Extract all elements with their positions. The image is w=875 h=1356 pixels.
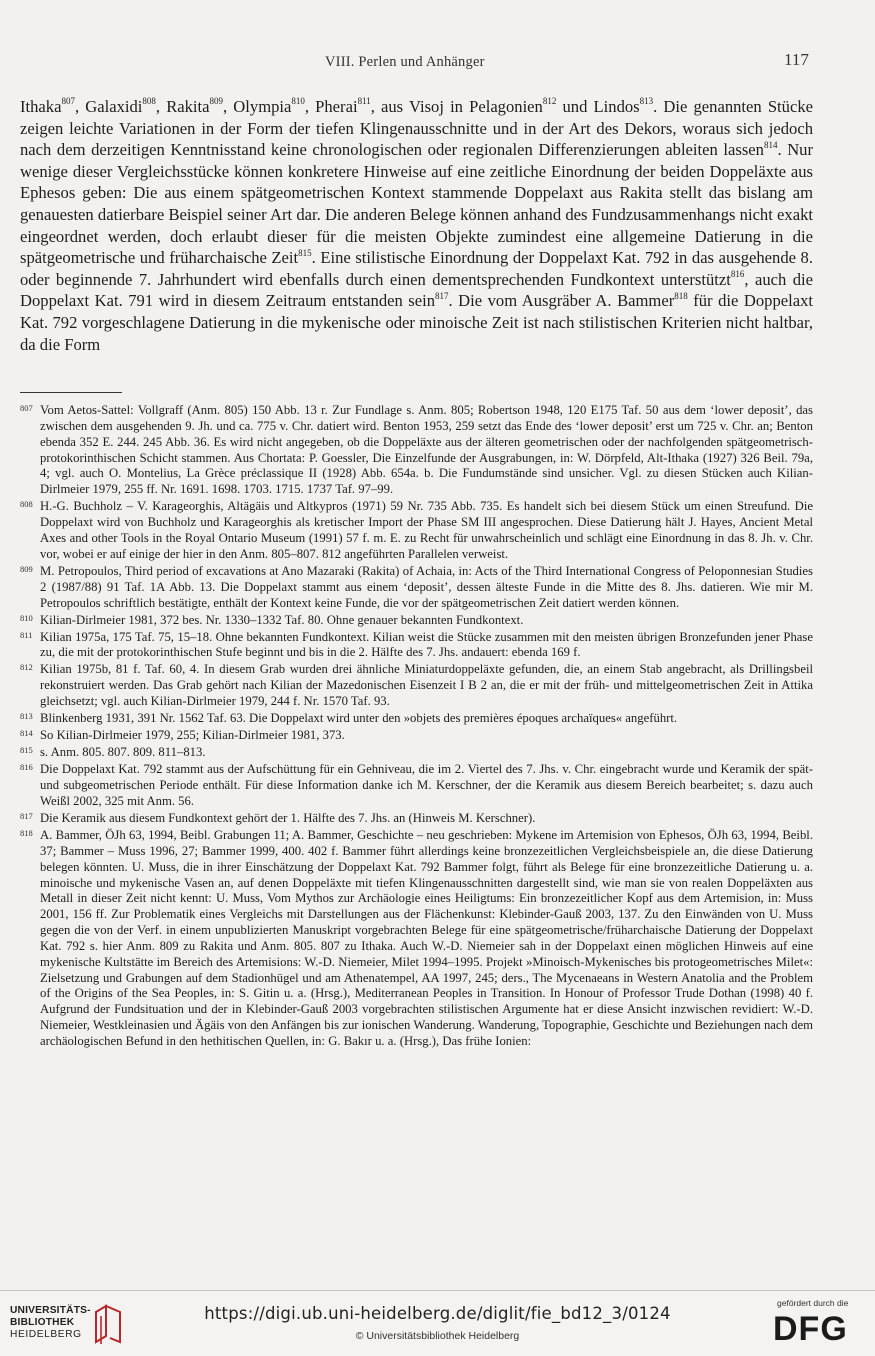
page-header [0,50,875,74]
footnote-number: 812 [20,662,33,673]
page-number: 117 [784,50,809,69]
permalink-url[interactable]: https://digi.ub.uni-heidelberg.de/diglit/fie_bd12_3/0124 [204,1304,671,1323]
footnote-817 [20,811,813,827]
dfg-logo[interactable] [765,1298,865,1348]
footnote-text: Kilian-Dirlmeier 1981, 372 bes. Nr. 1330–1332 Taf. 80. Ohne genauer bekannten Fundkontext. [40,612,524,627]
svg-text:DFG: DFG [773,1310,848,1344]
footnote-text: Vom Aetos-Sattel: Vollgraff (Anm. 805) 150 Abb. 13 r. Zur Fundlage s. Anm. 805; Robertson 1948, 120 E175 Taf. 50 aus dem ‘lower deposit’, das zwischen dem ausgehenden 9. Jh. und ca. 775 v. Chr. datiert wird. Benton 1953, 259 setzt das Ende des ‘lower deposit’ erst um 725 v. Chr. an; Benton ebenda 352 E. 244. 245 Abb. 36. Es wird nicht angegeben, ob die Doppeläxte aus der älteren geometrischen oder der nachfolgenden spätgeometrisch-protokorinthischen Schicht stammen. Aus Chortata: P. Goessler, Die Einzelfunde der Ausgrabungen, in: W. Dörpfeld, Alt-Ithaka (1927) 326 Beil. 79a, 4; vgl. auch O. Montelius, La Grèce préclassique II (1928) Abb. 654a. b. Die Fundumstände sind unsicher. Vgl. zu diesen Stücken auch Kilian-Dirlmeier 1979, 255 ff. Nr. 1691. 1698. 1703. 1715. 1737 Taf. 97–99. [40,403,813,497]
footnote-number: 815 [20,745,33,756]
footnote-812 [20,662,813,710]
footnote-text: Kilian 1975b, 81 f. Taf. 60, 4. In diesem Grab wurden drei ähnliche Miniaturdoppeläxte gefunden, die, an einem Stab angebracht, als Drillingsbeil rekonstruiert werden. Das Grab gehört nach Kilian der Mazedonischen Eisenzeit I B 2 an, die er mit der früh- und mittelgeometrischen Zeit in Attika gleichsetzt; vgl. auch Kilian-Dirlmeier 1979, 244 f. Nr. 1570 Taf. 93. [40,662,813,709]
footnote-814 [20,728,813,744]
footnote-number: 816 [20,762,33,773]
dfg-wordmark-icon [771,1310,861,1344]
footnote-text: A. Bammer, ÖJh 63, 1994, Beibl. Grabungen 11; A. Bammer, Geschichte – neu geschrieben: Mykene im Artemision von Ephesos, ÖJh 63, 1994, Beibl. 37; Bammer – Muss 1996, 27; Bammer 1999, 400. 402 f. Bammer führt allerdings keine bronzezeitlichen Vergleichsbeispiele an, die diese Datierung belegen könnten. U. Muss, die in ihrer Einschätzung der Doppelaxt Kat. 792 Bammer folgt, führt als Belege für eine bronzezeitliche Datierung u. a. minoische und mykenische Vasen an, auf denen Doppeläxte mit tiefen Klingenausschnitten dargestellt sind, wie man sie von realen Doppeläxten aus Metall in dieser Zeit nicht kennt: U. Muss, Vom Mythos zur Archäologie eines Heiligtums: Ein bronzezeitlicher Kopf aus dem Artemision, in: Muss 2001, 156 ff. Zur Problematik eines Vergleichs mit Darstellungen aus der Flächenkunst: Klebinder-Gauß 2003, 137. Zu den Einwänden von U. Muss gegen die von der Verf. in einem unpublizierten Manuskript vorgebrachten Belege für eine spätgeometrische/früharchaische Datierung der Doppelaxt Kat. 792 s. hier Anm. 809 zu Rakita und Anm. 805. 807 zu Ithaka. Auch W.-D. Niemeier sah in der Doppelaxt einen möglichen Hinweis auf eine mykenische Kultstätte im Bereich des Artemisions: W.-D. Niemeier, Milet 1994–1995. Projekt »Minoisch-Mykenisches bis protogeometrisches Milet«: Zielsetzung und Grabungen auf dem Stadionhügel und am Athenatempel, AA 1997, 245; ders., The Mycenaeans in Western Anatolia and the Problem of the Origins of the Sea Peoples, in: S. Gitin u. a. (Hrsg.), Mediterranean Peoples in Transition. In Honour of Professor Trude Dothan (1998) 40 f. Aufgrund der Fundsituation und der in Klebinder-Gauß 2003 vorgebrachten stilistischen Argumente hat er diese Ansicht inzwischen revidiert: W.-D. Niemeier, Westkleinasien und Ägäis von den Anfängen bis zur ionischen Wanderung. Wanderung, Topographie, Geschichte und Beziehungen nach dem archäologischen Befund in den hethitischen Quellen, in: G. Bakır u. a. (Hrsg.), Das frühe Ionien: [40,828,813,1048]
footnote-811 [20,630,813,662]
footnote-text: Kilian 1975a, 175 Taf. 75, 15–18. Ohne bekannten Fundkontext. Kilian weist die Stücke zusammen mit den meisten übrigen Bronzefunden jener Phase zu, die mit der protokorinthischen Stufe beginnt und bis in die 2. Hälfte des 7. Jhs. andauert: ebenda 169 f. [40,629,813,660]
main-paragraph: Ithaka$^{807}$, Galaxidi$^{808}$, Rakita$^{809}$, Olympia$^{810}$, Pherai$^{811}$, aus Visoj in Pelagonien$^{812}$ und Lindos$^{813}$. Die genannten Stücke zeigen leichte Variationen in der Form der tiefen Klingenausschnitte und in der Art des Dekors, woraus sich jedoch nach dem derzeitigen Kenntnisstand keine chronologischen oder regionalen Differenzierungen ableiten lassen$^{814}$. Nur wenige dieser Vergleichsstücke können konkretere Hinweise auf eine zeitliche Einordnung der beiden Doppeläxte aus Ephesos geben: Die aus einem spätgeometrischen Kontext stammende Doppelaxt aus Rakita stellt das bislang am genauesten datierbare Beispiel seiner Art dar. Die anderen Belege können anhand des Fundzusammenhangs nicht exakt eingeordnet werden, doch erlaubt dieser für die meisten Objekte zumindest eine allgemeine Datierung in die spätgeometrische und früharchaische Zeit$^{815}$. Eine stilistische Einordnung der Doppelaxt Kat. 792 in das ausgehende 8. oder beginnende 7. Jahrhundert wird ebenfalls durch einen dementsprechenden Fundkontext unterstützt$^{816}$, auch die Doppelaxt Kat. 791 wird in diesem Zeitraum entstanden sein$^{817}$. Die vom Ausgräber A. Bammer$^{818}$ für die Doppelaxt Kat. 792 vorgeschlagene Datierung in die mykenische oder minoische Zeit ist nach stilistischen Kriterien nicht haltbar, da die Form [20,96,813,354]
footnote-number: 809 [20,563,33,574]
footnote-809 [20,564,813,612]
footnote-818 [20,828,813,1050]
copyright-notice: © Universitätsbibliothek Heidelberg [355,1330,520,1342]
footnote-813 [20,711,813,727]
footnote-text: s. Anm. 805. 807. 809. 811–813. [40,745,206,760]
footnote-text: Die Keramik aus diesem Fundkontext gehört der 1. Hälfte des 7. Jhs. an (Hinweis M. Kerschner). [40,810,536,825]
footnote-number: 814 [20,728,33,739]
running-head: VIII. Perlen und Anhänger [325,54,485,70]
footnote-text: H.-G. Buchholz – V. Karageorghis, Altägäis und Altkypros (1971) 59 Nr. 735 Abb. 735. Es handelt sich bei diesem Stück um einen Streufund. Die Doppelaxt wird von Buchholz und Karageorghis als kretischer Import der Phase SM III angesprochen. Diese Datierung hält J. Hayes, Ancient Metal Axes and other Tools in the Royal Ontario Museum (1991) 57 f. m. E. zu Recht für unwahrscheinlich und schlägt eine Einordnung in das 8. Jh. v. Chr. vor, wobei er auf einige der hier in den Anm. 805–807. 812 angeführten Parallelen verweist. [40,499,813,561]
funding-caption: gefördert durch die [777,1298,849,1308]
footer-divider [0,1290,875,1291]
footnote-number: 813 [20,711,33,722]
footer-bar [0,1290,875,1356]
footnotes [20,403,813,1051]
footnote-815 [20,745,813,761]
footnote-number: 810 [20,612,33,623]
footnote-808 [20,499,813,562]
footnote-816 [20,762,813,810]
footnote-number: 808 [20,499,33,510]
footnote-number: 811 [20,629,33,640]
library-name: UNIVERSITÄTS- BIBLIOTHEK HEIDELBERG [10,1305,91,1340]
footnote-text: So Kilian-Dirlmeier 1979, 255; Kilian-Dirlmeier 1981, 373. [40,728,345,743]
footnote-number: 817 [20,810,33,821]
footnote-text: Die Doppelaxt Kat. 792 stammt aus der Aufschüttung für ein Gehniveau, die im 2. Viertel des 7. Jhs. v. Chr. eingebracht wurde und Keramik der spät- und subgeometrischen Periode enthält. Für diese Information danke ich M. Kerschner, der die Keramik aus diesem Bereich bearbeitet; s. dazu auch Weißl 2002, 325 mit Anm. 56. [40,762,813,808]
footnote-divider [20,392,122,393]
footnote-text: Blinkenberg 1931, 391 Nr. 1562 Taf. 63. Die Doppelaxt wird unter den »objets des premières époques archaïques« angeführt. [40,711,678,726]
footnote-810 [20,613,813,629]
footnote-number: 807 [20,403,33,413]
footnote-807 [20,403,813,498]
footnote-text: M. Petropoulos, Third period of excavations at Ano Mazaraki (Rakita) of Achaia, in: Acts of the Third International Congress of Peloponnesian Studies 2 (1987/88) 91 Taf. 1A Abb. 13. Die Doppelaxt stammt aus einem ‘deposit’, dessen älteste Funde in die Mitte des 8. Jhs. datieren. Wie mir M. Petropoulos schriftlich bestätigte, enthält der Kontext keine Funde, die vor der spätgeometrischen Zeit datiert werden können. [40,563,813,610]
footnote-number: 818 [20,828,33,838]
body-text [20,96,813,355]
